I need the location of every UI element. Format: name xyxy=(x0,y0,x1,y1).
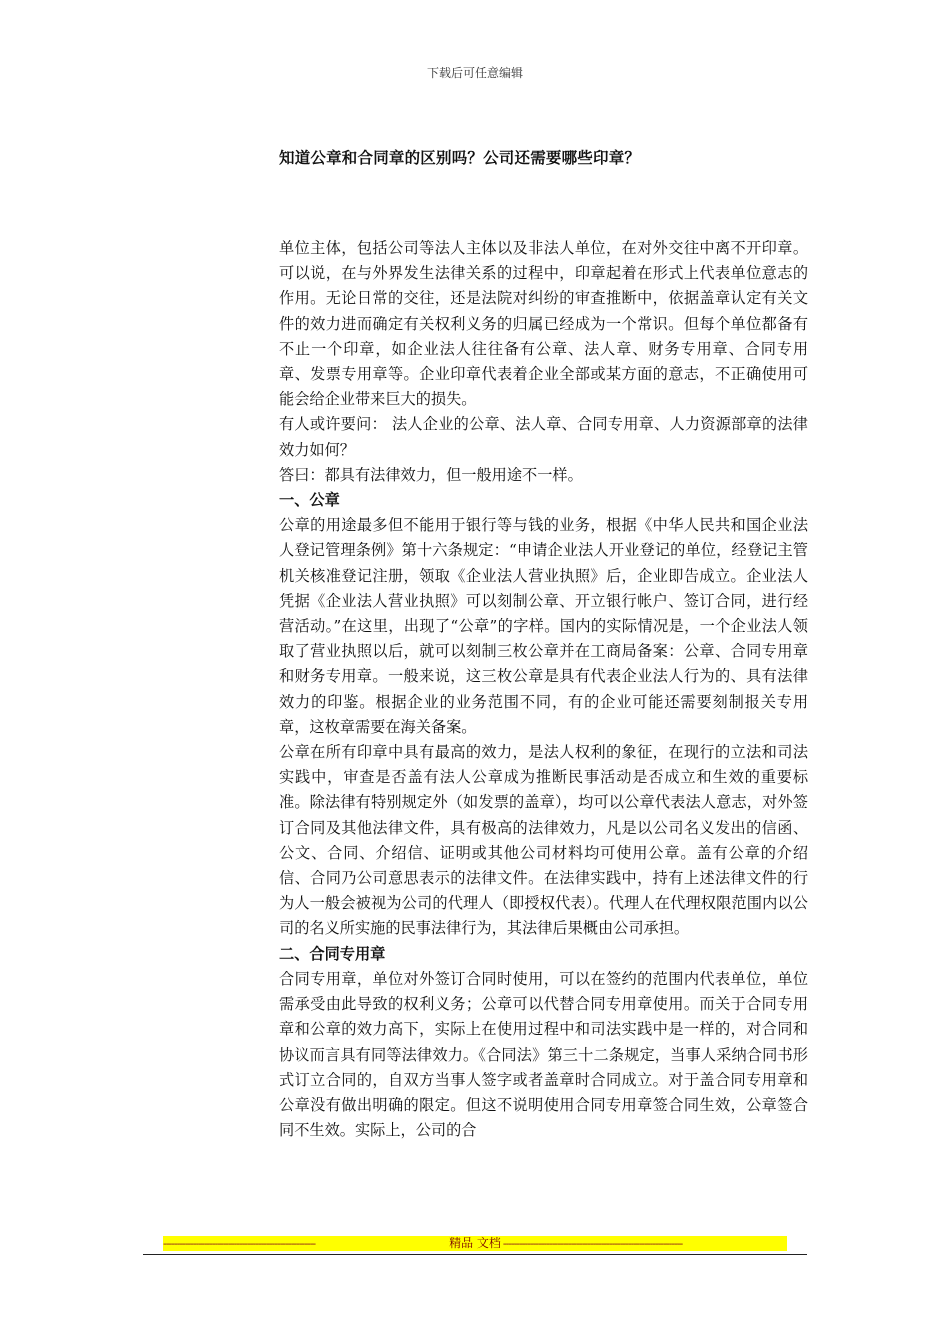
body-paragraph: 公章在所有印章中具有最高的效力，是法人权利的象征，在现行的立法和司法实践中，审查是否盖有法人公章成为推断民事活动是否成立和生效的重要标准。除法律有特别规定外（如发票的盖章），均可以公章代表法人意志，对外签订合同及其他法律文件，具有极高的法律效力，凡是以公司名义发出的信函、公文、合同、介绍信、证明或其他公司材料均可使用公章。盖有公章的介绍信、合同乃公司意思表示的法律文件。在法律实践中，持有上述法律文件的行为人一般会被视为公司的代理人（即授权代表）。代理人在代理权限范围内以公司的名义所实施的民事法律行为，其法律后果概由公司承担。 xyxy=(279,743,808,938)
footer-band xyxy=(163,1236,787,1251)
footer-dashes-left: -------------------------------------------------------- xyxy=(163,1237,316,1250)
document-body xyxy=(279,236,808,1143)
body-paragraph: 合同专用章，单位对外签订合同时使用，可以在签约的范围内代表单位，单位需承受由此导致的权利义务；公章可以代替合同专用章使用。而关于合同专用章和公章的效力高下，实际上在使用过程中和司法实践中是一样的，对合同和协议而言具有同等法律效力。《合同法》第三十二条规定，当事人采纳合同书形式订立合同的，自双方当事人签字或者盖章时合同成立。对于盖合同专用章和公章没有做出明确的限定。但这不说明使用合同专用章签合同生效，公章签合同不生效。实际上，公司的合 xyxy=(279,969,808,1140)
body-paragraph: 公章的用途最多但不能用于银行等与钱的业务，根据《中华人民共和国企业法人登记管理条例》第十六条规定：“申请企业法人开业登记的单位，经登记主管机关核准登记注册，领取《企业法人营业执照》后，企业即告成立。企业法人凭据《企业法人营业执照》可以刻制公章、开立银行帐户、签订合同，进行经营活动。”在这里，出现了“公章”的字样。国内的实际情况是，一个企业法人领取了营业执照以后，就可以刻制三枚公章并在工商局备案：公章、合同专用章和财务专用章。一般来说，这三枚公章是具有代表企业法人行为的、具有法律效力的印鉴。根据企业的业务范围不同，有的企业可能还需要刻制报关专用章，这枚章需要在海关备案。 xyxy=(279,516,808,736)
body-paragraph: 答曰：都具有法律效力，但一般用途不一样。 xyxy=(279,465,583,484)
section-heading: 二、合同专用章 xyxy=(279,944,386,963)
header-note: 下载后可任意编辑 xyxy=(426,66,523,80)
footer-mark: 精品 文档 xyxy=(449,1236,501,1250)
section-heading: 一、公章 xyxy=(279,491,340,510)
footer-rule xyxy=(143,1254,807,1255)
body-paragraph: 有人或许要问： 法人企业的公章、法人章、合同专用章、人力资源部章的法律效力如何？ xyxy=(279,415,808,459)
footer-dashes-right: ------------------------------------------------------------------ xyxy=(502,1237,683,1250)
document-title: 知道公章和合同章的区别吗？公司还需要哪些印章？ xyxy=(279,148,641,167)
body-paragraph: 单位主体，包括公司等法人主体以及非法人单位，在对外交往中离不开印章。可以说，在与外界发生法律关系的过程中，印章起着在形式上代表单位意志的作用。无论日常的交往，还是法院对纠纷的审查推断中，依据盖章认定有关文件的效力进而确定有关权利义务的归属已经成为一个常识。但每个单位都备有不止一个印章，如企业法人往往备有公章、法人章、财务专用章、合同专用章、发票专用章等。企业印章代表着企业全部或某方面的意志，不正确使用可能会给企业带来巨大的损失。 xyxy=(279,239,808,409)
